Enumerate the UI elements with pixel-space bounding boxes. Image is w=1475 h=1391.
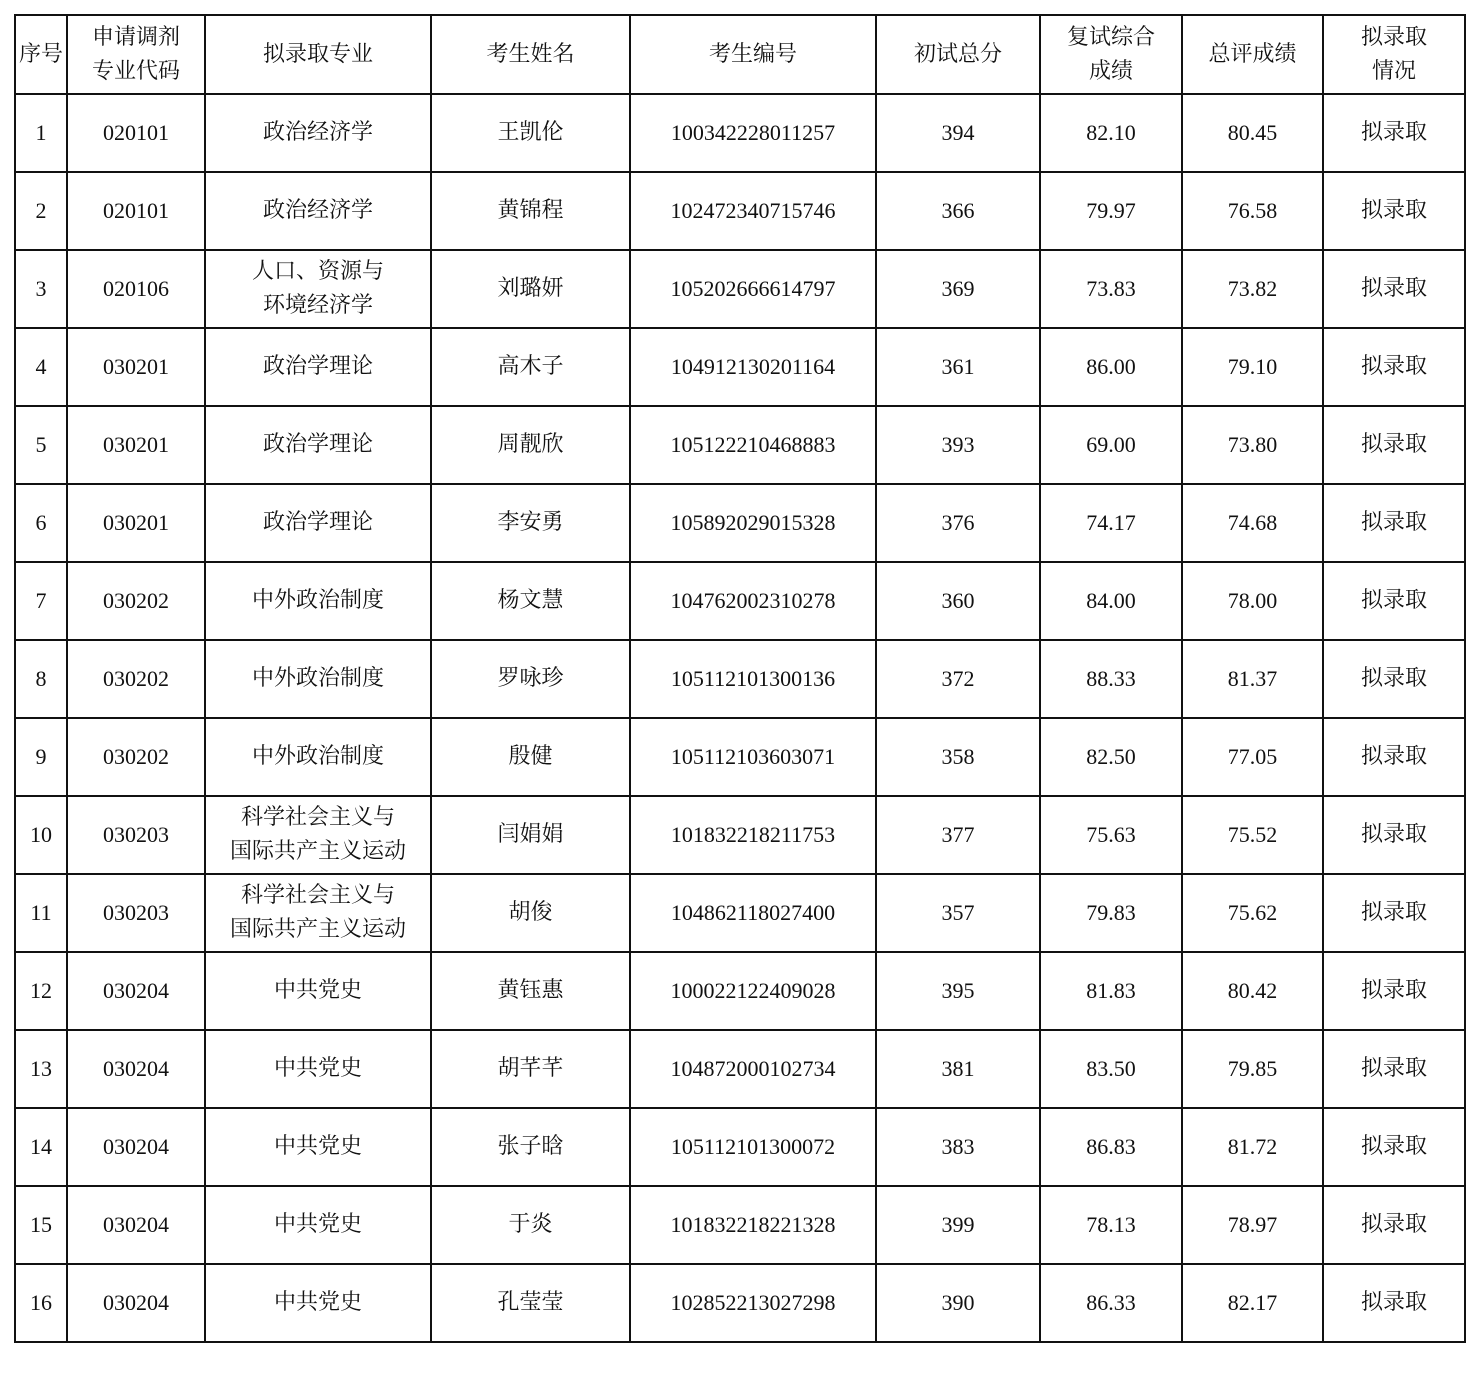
cell-status: 拟录取 <box>1323 562 1465 640</box>
cell-index: 16 <box>15 1264 67 1342</box>
major-line: 中共党史 <box>273 978 362 1003</box>
cell-initial-score: 383 <box>876 1108 1040 1186</box>
table-row <box>15 1186 1465 1264</box>
cell-retest-score: 86.83 <box>1040 1108 1182 1186</box>
cell-index: 12 <box>15 952 67 1030</box>
major-line: 中外政治制度 <box>251 744 384 769</box>
cell-candidate-id: 104762002310278 <box>630 562 876 640</box>
cell-candidate-id: 105202666614797 <box>630 250 876 328</box>
cell-initial-score: 369 <box>876 250 1040 328</box>
cell-candidate-id: 102472340715746 <box>630 172 876 250</box>
cell-index: 4 <box>15 328 67 406</box>
major-line: 国际共产主义运动 <box>229 917 406 942</box>
header-candidate-id <box>630 15 876 94</box>
cell-status: 拟录取 <box>1323 250 1465 328</box>
cell-total-score: 81.37 <box>1182 640 1323 718</box>
cell-retest-score: 78.13 <box>1040 1186 1182 1264</box>
cell-status: 拟录取 <box>1323 94 1465 172</box>
header-row <box>15 15 1465 94</box>
cell-major-code: 030201 <box>67 406 205 484</box>
major-line: 中外政治制度 <box>251 588 384 613</box>
cell-index: 11 <box>15 874 67 952</box>
cell-major-code: 030204 <box>67 1108 205 1186</box>
cell-index: 7 <box>15 562 67 640</box>
cell-candidate-id: 105112101300136 <box>630 640 876 718</box>
cell-initial-score: 358 <box>876 718 1040 796</box>
cell-major-code: 030203 <box>67 796 205 874</box>
cell-major <box>205 796 431 874</box>
cell-name: 杨文慧 <box>431 562 630 640</box>
header-initial-score <box>876 15 1040 94</box>
table-row <box>15 1108 1465 1186</box>
cell-name: 孔莹莹 <box>431 1264 630 1342</box>
cell-major-code: 020106 <box>67 250 205 328</box>
table-row <box>15 328 1465 406</box>
cell-major <box>205 172 431 250</box>
major-line: 政治学理论 <box>262 510 373 535</box>
cell-total-score: 75.62 <box>1182 874 1323 952</box>
cell-status: 拟录取 <box>1323 718 1465 796</box>
cell-major-code: 030202 <box>67 562 205 640</box>
major-line: 政治经济学 <box>262 198 373 223</box>
cell-major-code: 030204 <box>67 952 205 1030</box>
cell-initial-score: 393 <box>876 406 1040 484</box>
major-line: 中共党史 <box>273 1134 362 1159</box>
cell-major <box>205 718 431 796</box>
header-status-label: 情况 <box>1371 58 1416 84</box>
cell-major <box>205 1030 431 1108</box>
cell-candidate-id: 101832218211753 <box>630 796 876 874</box>
major-line: 环境经济学 <box>262 293 373 318</box>
major-line: 政治学理论 <box>262 354 373 379</box>
cell-retest-score: 74.17 <box>1040 484 1182 562</box>
cell-status: 拟录取 <box>1323 640 1465 718</box>
header-major-code-label: 专业代码 <box>91 58 180 84</box>
cell-initial-score: 357 <box>876 874 1040 952</box>
cell-name: 胡俊 <box>431 874 630 952</box>
cell-status: 拟录取 <box>1323 1108 1465 1186</box>
cell-total-score: 80.42 <box>1182 952 1323 1030</box>
cell-candidate-id: 101832218221328 <box>630 1186 876 1264</box>
major-line: 中共党史 <box>273 1290 362 1315</box>
cell-index: 13 <box>15 1030 67 1108</box>
cell-candidate-id: 104872000102734 <box>630 1030 876 1108</box>
cell-retest-score: 75.63 <box>1040 796 1182 874</box>
major-line: 国际共产主义运动 <box>229 839 406 864</box>
cell-name: 黄锦程 <box>431 172 630 250</box>
table-row <box>15 640 1465 718</box>
cell-major <box>205 562 431 640</box>
cell-major <box>205 484 431 562</box>
table-row <box>15 718 1465 796</box>
major-line: 中共党史 <box>273 1212 362 1237</box>
cell-name: 王凯伦 <box>431 94 630 172</box>
header-retest-score-label: 成绩 <box>1088 58 1133 84</box>
cell-major-code: 030204 <box>67 1264 205 1342</box>
cell-initial-score: 381 <box>876 1030 1040 1108</box>
cell-name: 李安勇 <box>431 484 630 562</box>
cell-major-code: 030201 <box>67 328 205 406</box>
table-row <box>15 250 1465 328</box>
cell-initial-score: 361 <box>876 328 1040 406</box>
cell-initial-score: 390 <box>876 1264 1040 1342</box>
cell-candidate-id: 105122210468883 <box>630 406 876 484</box>
admission-table <box>14 14 1466 1343</box>
admission-list-sheet <box>14 14 1464 1343</box>
cell-total-score: 78.97 <box>1182 1186 1323 1264</box>
cell-candidate-id: 102852213027298 <box>630 1264 876 1342</box>
cell-retest-score: 81.83 <box>1040 952 1182 1030</box>
cell-major <box>205 328 431 406</box>
table-row <box>15 952 1465 1030</box>
cell-total-score: 78.00 <box>1182 562 1323 640</box>
header-major-label: 拟录取专业 <box>262 41 373 67</box>
cell-retest-score: 79.83 <box>1040 874 1182 952</box>
cell-status: 拟录取 <box>1323 328 1465 406</box>
cell-major <box>205 250 431 328</box>
cell-retest-score: 73.83 <box>1040 250 1182 328</box>
cell-retest-score: 86.33 <box>1040 1264 1182 1342</box>
major-line: 科学社会主义与 <box>240 883 395 908</box>
cell-retest-score: 83.50 <box>1040 1030 1182 1108</box>
cell-major <box>205 406 431 484</box>
cell-initial-score: 372 <box>876 640 1040 718</box>
cell-retest-score: 69.00 <box>1040 406 1182 484</box>
cell-name: 张子晗 <box>431 1108 630 1186</box>
cell-candidate-id: 100022122409028 <box>630 952 876 1030</box>
cell-major <box>205 1264 431 1342</box>
header-total-score <box>1182 15 1323 94</box>
header-major-code <box>67 15 205 94</box>
cell-name: 于炎 <box>431 1186 630 1264</box>
cell-index: 5 <box>15 406 67 484</box>
cell-retest-score: 79.97 <box>1040 172 1182 250</box>
header-index-label: 序号 <box>18 41 63 67</box>
cell-major-code: 030204 <box>67 1186 205 1264</box>
cell-index: 14 <box>15 1108 67 1186</box>
cell-status: 拟录取 <box>1323 484 1465 562</box>
header-candidate-id-label: 考生编号 <box>708 41 797 67</box>
cell-status: 拟录取 <box>1323 406 1465 484</box>
header-initial-score-label: 初试总分 <box>913 41 1002 67</box>
major-line: 中外政治制度 <box>251 666 384 691</box>
cell-major <box>205 874 431 952</box>
cell-candidate-id: 105112101300072 <box>630 1108 876 1186</box>
major-line: 人口、资源与 <box>251 259 384 284</box>
cell-index: 3 <box>15 250 67 328</box>
cell-major <box>205 1108 431 1186</box>
cell-index: 15 <box>15 1186 67 1264</box>
cell-status: 拟录取 <box>1323 1186 1465 1264</box>
header-index <box>15 15 67 94</box>
cell-index: 10 <box>15 796 67 874</box>
major-line: 政治经济学 <box>262 120 373 145</box>
cell-total-score: 76.58 <box>1182 172 1323 250</box>
cell-index: 9 <box>15 718 67 796</box>
cell-status: 拟录取 <box>1323 874 1465 952</box>
cell-major <box>205 640 431 718</box>
cell-total-score: 79.10 <box>1182 328 1323 406</box>
header-retest-score <box>1040 15 1182 94</box>
cell-name: 胡芊芊 <box>431 1030 630 1108</box>
header-major <box>205 15 431 94</box>
cell-name: 黄钰惠 <box>431 952 630 1030</box>
header-status-label: 拟录取 <box>1360 24 1427 50</box>
cell-total-score: 73.80 <box>1182 406 1323 484</box>
cell-total-score: 81.72 <box>1182 1108 1323 1186</box>
cell-index: 8 <box>15 640 67 718</box>
cell-name: 高木子 <box>431 328 630 406</box>
cell-total-score: 79.85 <box>1182 1030 1323 1108</box>
cell-major-code: 030201 <box>67 484 205 562</box>
header-status <box>1323 15 1465 94</box>
cell-retest-score: 86.00 <box>1040 328 1182 406</box>
header-major-code-label: 申请调剂 <box>91 24 180 50</box>
cell-name: 刘璐妍 <box>431 250 630 328</box>
cell-initial-score: 395 <box>876 952 1040 1030</box>
table-row <box>15 94 1465 172</box>
cell-status: 拟录取 <box>1323 172 1465 250</box>
cell-retest-score: 82.10 <box>1040 94 1182 172</box>
cell-total-score: 80.45 <box>1182 94 1323 172</box>
cell-candidate-id: 105892029015328 <box>630 484 876 562</box>
cell-major-code: 020101 <box>67 172 205 250</box>
cell-total-score: 82.17 <box>1182 1264 1323 1342</box>
cell-major-code: 030202 <box>67 718 205 796</box>
cell-major-code: 030203 <box>67 874 205 952</box>
cell-major <box>205 94 431 172</box>
table-row <box>15 796 1465 874</box>
cell-candidate-id: 105112103603071 <box>630 718 876 796</box>
cell-name: 闫娟娟 <box>431 796 630 874</box>
cell-total-score: 75.52 <box>1182 796 1323 874</box>
cell-initial-score: 377 <box>876 796 1040 874</box>
cell-major-code: 020101 <box>67 94 205 172</box>
table-row <box>15 874 1465 952</box>
major-line: 中共党史 <box>273 1056 362 1081</box>
cell-candidate-id: 104912130201164 <box>630 328 876 406</box>
table-row <box>15 406 1465 484</box>
cell-retest-score: 82.50 <box>1040 718 1182 796</box>
cell-initial-score: 394 <box>876 94 1040 172</box>
header-total-score-label: 总评成绩 <box>1208 41 1297 67</box>
cell-initial-score: 376 <box>876 484 1040 562</box>
cell-total-score: 73.82 <box>1182 250 1323 328</box>
table-row <box>15 562 1465 640</box>
cell-major-code: 030202 <box>67 640 205 718</box>
table-row <box>15 1030 1465 1108</box>
cell-initial-score: 399 <box>876 1186 1040 1264</box>
cell-initial-score: 360 <box>876 562 1040 640</box>
major-line: 政治学理论 <box>262 432 373 457</box>
cell-status: 拟录取 <box>1323 1030 1465 1108</box>
table-row <box>15 484 1465 562</box>
table-row <box>15 1264 1465 1342</box>
cell-candidate-id: 100342228011257 <box>630 94 876 172</box>
header-retest-score-label: 复试综合 <box>1066 24 1155 50</box>
cell-major-code: 030204 <box>67 1030 205 1108</box>
cell-total-score: 77.05 <box>1182 718 1323 796</box>
cell-index: 2 <box>15 172 67 250</box>
cell-index: 1 <box>15 94 67 172</box>
cell-name: 周靓欣 <box>431 406 630 484</box>
cell-name: 罗咏珍 <box>431 640 630 718</box>
cell-initial-score: 366 <box>876 172 1040 250</box>
cell-retest-score: 84.00 <box>1040 562 1182 640</box>
header-name-label: 考生姓名 <box>486 41 575 67</box>
major-line: 科学社会主义与 <box>240 805 395 830</box>
cell-major <box>205 952 431 1030</box>
cell-candidate-id: 104862118027400 <box>630 874 876 952</box>
cell-major <box>205 1186 431 1264</box>
cell-index: 6 <box>15 484 67 562</box>
cell-status: 拟录取 <box>1323 952 1465 1030</box>
cell-total-score: 74.68 <box>1182 484 1323 562</box>
cell-status: 拟录取 <box>1323 796 1465 874</box>
cell-retest-score: 88.33 <box>1040 640 1182 718</box>
table-row <box>15 172 1465 250</box>
header-name <box>431 15 630 94</box>
table-body <box>15 94 1465 1342</box>
cell-name: 殷健 <box>431 718 630 796</box>
cell-status: 拟录取 <box>1323 1264 1465 1342</box>
